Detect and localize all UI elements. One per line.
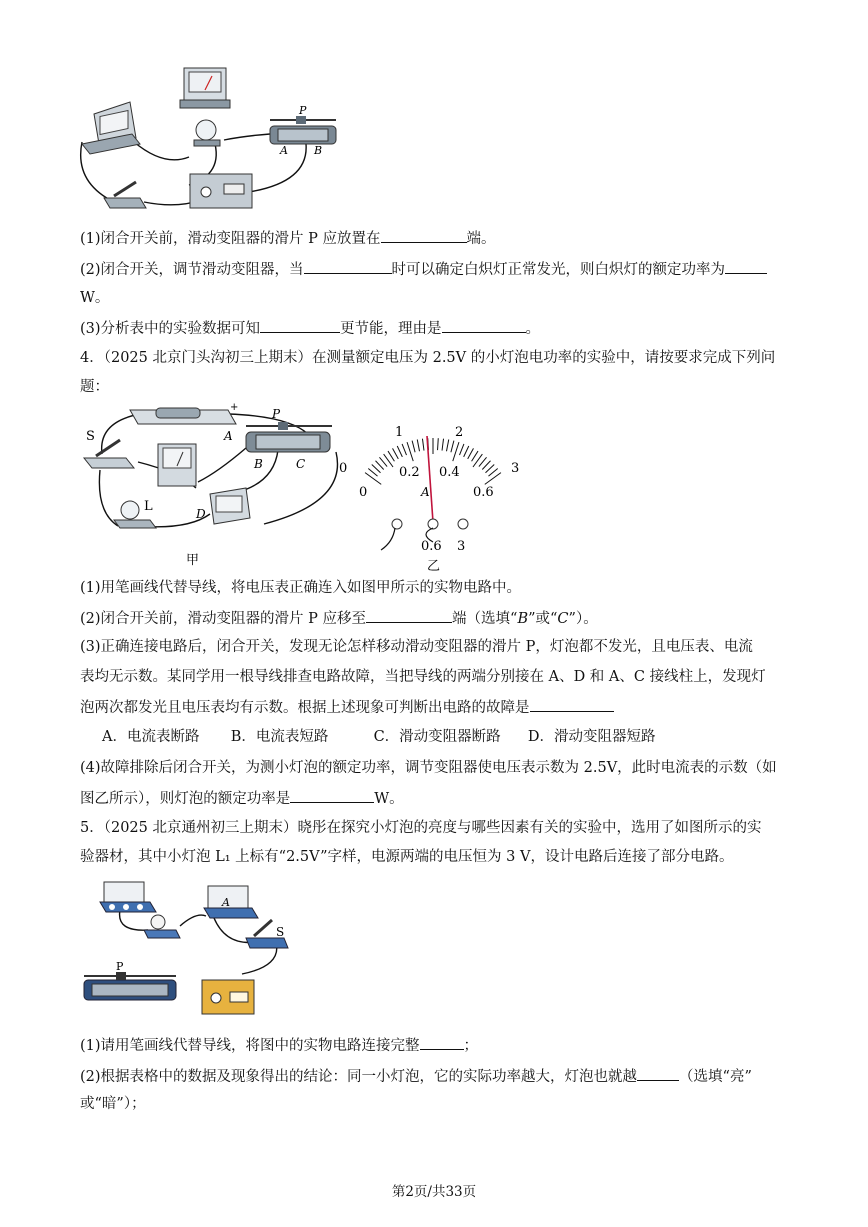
- rheostat-icon: [270, 104, 336, 157]
- dial-tick: [375, 461, 383, 470]
- lower-scale-0.2: 0.2: [399, 465, 420, 480]
- q4-part3-line2: 表均无示数。某同学用一根导线排查电路故障，当把导线的两端分别接在 A、D 和 A、C 接线柱上，发现灯: [80, 669, 766, 685]
- q3-circuit-figure: [74, 62, 374, 220]
- q3-blank2[interactable]: [304, 259, 392, 274]
- switch-s-icon: [246, 920, 288, 948]
- dial-ticks: [365, 438, 501, 484]
- dial-tick: [372, 464, 381, 472]
- dial-tick: [460, 444, 464, 455]
- power-supply-icon: [190, 174, 252, 208]
- dial-tick: [446, 439, 448, 451]
- ammeter-d-label: D: [196, 507, 206, 521]
- q5-part2-line1: (2)根据表格中的数据及现象得出的结论：同一小灯泡，它的实际功率越大，灯泡也就越 （选填“亮”: [80, 1066, 752, 1087]
- upper-scale-3: 3: [511, 461, 520, 476]
- q3-blank4[interactable]: [260, 318, 340, 333]
- dial-tick: [407, 442, 413, 461]
- option-b[interactable]: B．电流表短路: [230, 729, 329, 745]
- page-footer: 第2页/共33页: [391, 1184, 477, 1200]
- upper-scale-0: 0: [339, 461, 348, 476]
- q5-heading-line2: 验器材，其中小灯泡 L₁ 上标有“2.5V”字样，电源两端的电压恒为 3 V，设计电路后连接了部分电路。: [80, 849, 734, 865]
- lower-scale-0: 0: [359, 485, 368, 500]
- dial-tick: [472, 451, 478, 461]
- q3-blank5[interactable]: [442, 318, 526, 333]
- voltmeter-icon: [158, 444, 196, 486]
- dial-tick: [485, 473, 501, 485]
- dial-tick: [393, 448, 399, 459]
- svg-text:+: +: [230, 402, 239, 413]
- lower-scale-0.4: 0.4: [439, 465, 460, 480]
- ammeter-top-icon: [180, 68, 230, 108]
- q5-part1: (1)请用笔画线代替导线，将图中的实物电路连接完整 ；: [80, 1035, 478, 1056]
- ammeter-a-label: A: [222, 896, 230, 909]
- rheostat-icon: [84, 960, 176, 1000]
- dial-tick: [479, 457, 487, 466]
- q3-part1: (1)闭合开关前，滑动变阻器的滑片 P 应放置在 端。: [80, 228, 496, 249]
- ammeter-d-icon: [195, 488, 250, 524]
- q4-blank2[interactable]: [530, 697, 614, 712]
- bulb-icon: [144, 915, 180, 938]
- switch-icon: [104, 182, 146, 208]
- lower-scale-0.6: 0.6: [473, 485, 494, 500]
- q3-part3: (3)分析表中的实验数据可知 更节能，理由是 。: [80, 318, 540, 339]
- q5-circuit-figure: [76, 876, 296, 1026]
- ammeter-icon: [204, 886, 258, 918]
- q3-part2-unit: W。: [80, 290, 110, 306]
- dial-tick: [482, 461, 490, 470]
- dial-unit-a: A: [421, 485, 430, 499]
- dial-tick: [402, 444, 406, 455]
- q4-part2: (2)闭合开关前，滑动变阻器的滑片 P 应移至 端（选填“B”或“C”）。: [80, 608, 598, 629]
- q3-blank1[interactable]: [381, 228, 467, 243]
- power-supply-icon: [202, 980, 254, 1014]
- q5-blank2[interactable]: [637, 1066, 679, 1081]
- q4-part1: (1)用笔画线代替导线，将电压表正确连入如图甲所示的实物电路中。: [80, 580, 522, 596]
- dial-tick: [453, 442, 459, 461]
- dial-tick: [412, 441, 415, 453]
- upper-scale-2: 2: [455, 425, 464, 440]
- dial-tick: [464, 446, 469, 457]
- option-d[interactable]: D．滑动变阻器短路: [527, 729, 656, 745]
- option-c[interactable]: C．滑动变阻器断路: [373, 729, 501, 745]
- q4-part4-line1: (4)故障排除后闭合开关，为测小灯泡的额定功率，调节变阻器使电压表示数为 2.5V，此时电流表的示数（如: [80, 760, 777, 776]
- figure-yi-caption: 乙: [427, 559, 441, 572]
- rheostat-icon: [223, 407, 332, 471]
- switch-s-icon: [84, 429, 134, 468]
- rheostat-p-label: P: [272, 407, 281, 421]
- dial-tick: [368, 468, 377, 476]
- switch-s-label: S: [86, 429, 95, 444]
- terminal-0.6: 0.6: [421, 539, 442, 554]
- q4-options: [102, 727, 656, 747]
- dial-tick: [451, 441, 454, 453]
- dial-tick: [485, 464, 494, 472]
- dial-pointer: [427, 436, 433, 522]
- dial-tick: [397, 446, 402, 457]
- bulb-l-label: L: [144, 499, 153, 514]
- q4-blank1[interactable]: [366, 608, 452, 623]
- switch-s-label: S: [276, 925, 285, 939]
- rheostat-c-label: C: [296, 457, 306, 471]
- q4-part3-line1: (3)正确连接电路后，闭合开关，发现无论怎样移动滑动变阻器的滑片 P，灯泡都不发光，且电压表、电流: [80, 639, 753, 655]
- voltmeter-icon: [100, 882, 156, 912]
- dial-tick: [442, 439, 444, 451]
- q4-part4-line2: 图乙所示），则灯泡的额定功率是 W。: [80, 788, 404, 809]
- bulb-icon: [194, 120, 220, 146]
- rheostat-p-label: P: [299, 104, 307, 117]
- q4-figure-yi: [335, 410, 535, 572]
- dial-tick: [417, 439, 419, 451]
- q5-heading-line1: 5．（2025 北京通州初三上期末）晓彤在探究小灯泡的亮度与哪些因素有关的实验中，选用了如图所示的实: [80, 820, 762, 836]
- figure-jia-caption: 甲: [186, 553, 200, 567]
- upper-scale-1: 1: [395, 425, 404, 440]
- q3-blank3[interactable]: [725, 259, 767, 274]
- dial-tick: [488, 468, 497, 476]
- voltmeter-left-icon: [82, 102, 140, 154]
- bulb-l-icon: [114, 499, 156, 528]
- rheostat-a-label: A: [224, 429, 233, 443]
- dial-tick: [422, 439, 424, 451]
- rheostat-b-label: B: [254, 457, 263, 471]
- terminal-3: 3: [457, 539, 466, 554]
- option-a[interactable]: A．电流表断路: [102, 729, 200, 745]
- q4-heading-line1: 4．（2025 北京门头沟初三上期末）在测量额定电压为 2.5V 的小灯泡电功率的实验中，请按要求完成下列问: [80, 350, 776, 366]
- rheostat-a-label: A: [280, 144, 288, 157]
- q4-blank3[interactable]: [290, 788, 374, 803]
- rheostat-b-label: B: [314, 144, 323, 157]
- rheostat-p-label: P: [116, 960, 124, 973]
- dial-tick: [468, 448, 474, 459]
- q4-part3-line3: 泡两次都发光且电压表均有示数。根据上述现象可判断出电路的故障是: [80, 697, 614, 718]
- dial-tick: [365, 473, 381, 485]
- q5-blank1[interactable]: [420, 1035, 464, 1050]
- q5-part2-line2: 或“暗”）；: [80, 1096, 146, 1112]
- q4-figure-jia: [78, 402, 348, 567]
- dial-tick: [379, 457, 387, 466]
- battery-icon: [130, 402, 238, 424]
- dial-tick: [388, 451, 394, 461]
- q3-part2: (2)闭合开关，调节滑动变阻器，当 时可以确定白炽灯正常发光，则白炽灯的额定功率为: [80, 259, 767, 280]
- dial-tick: [438, 438, 439, 450]
- q4-heading-line2: 题：: [80, 379, 109, 395]
